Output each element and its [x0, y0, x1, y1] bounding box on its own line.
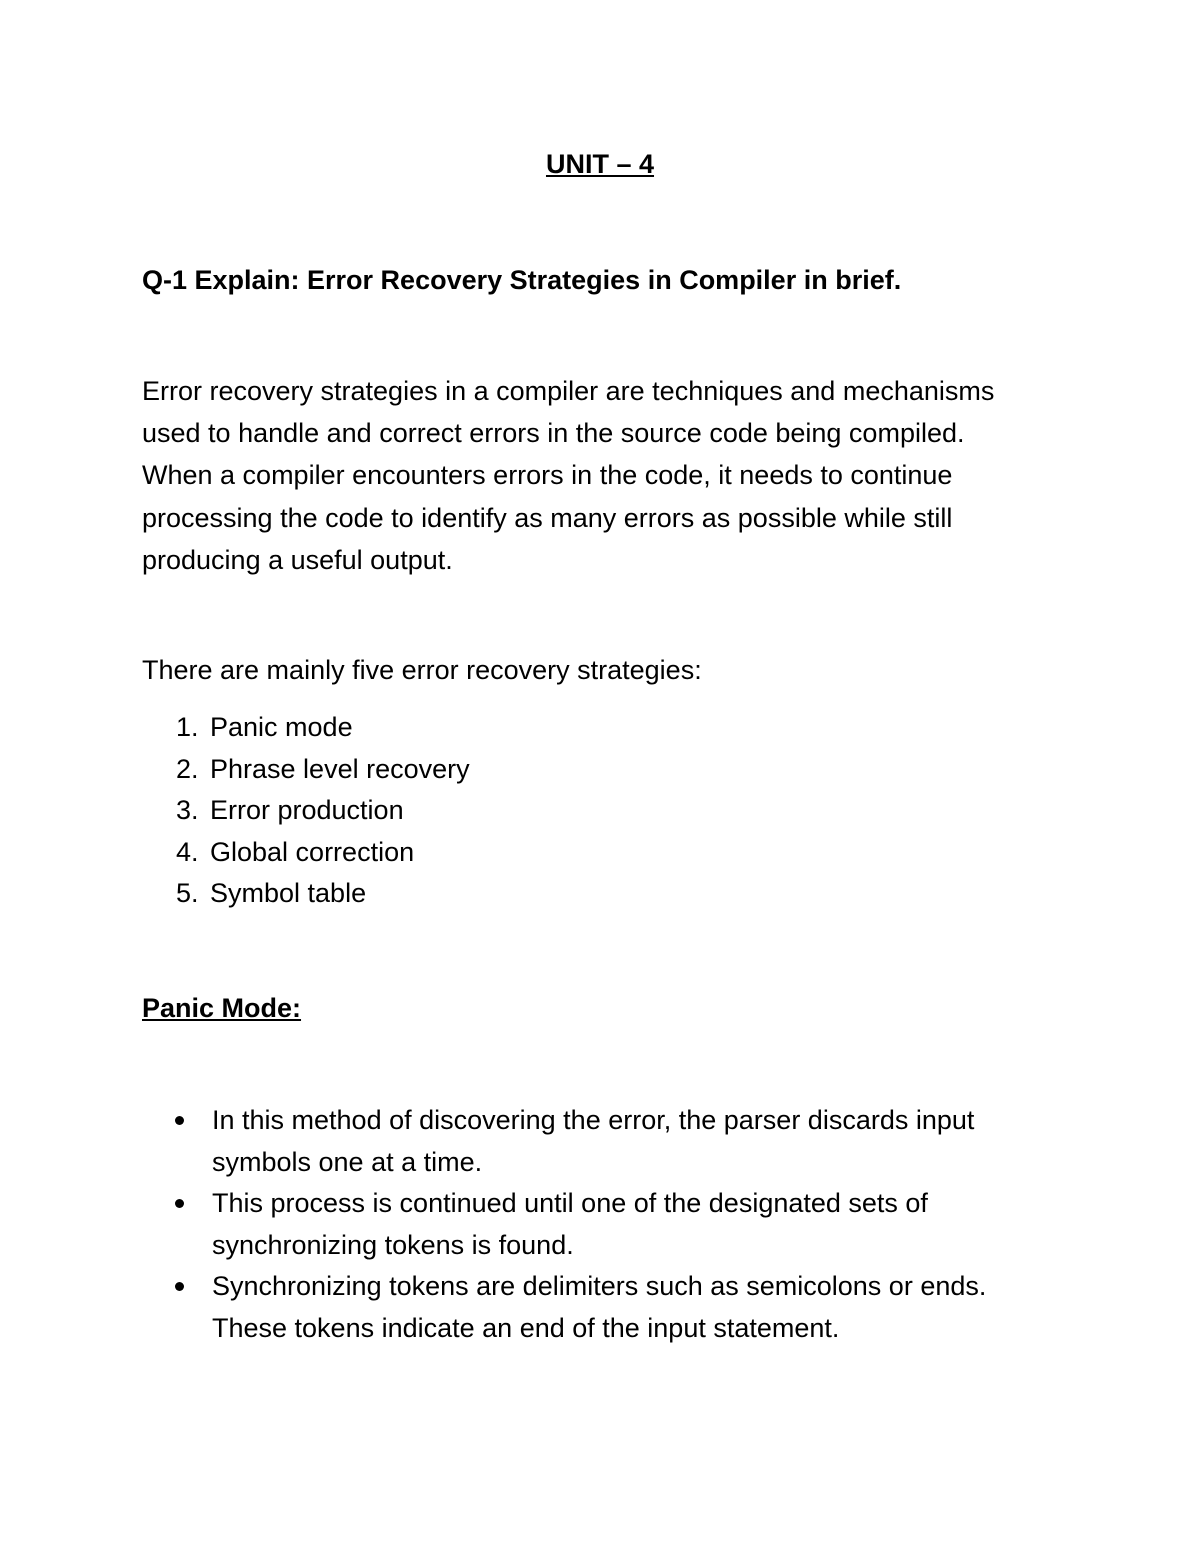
list-item [142, 832, 470, 874]
list-number: 4. [176, 836, 199, 867]
list-number: 3. [176, 795, 199, 825]
bullet-text [212, 1266, 986, 1349]
bullet-line: Synchronizing tokens are delimiters such as semicolons or ends. [212, 1271, 987, 1301]
list-item [142, 790, 470, 832]
strategy-list [142, 707, 470, 915]
list-number: 2. [176, 753, 199, 784]
intro-paragraph [142, 370, 1062, 581]
list-item [142, 707, 470, 749]
bullet-item [142, 1183, 1062, 1266]
intro-line: used to handle and correct errors in the source code being compiled. [142, 418, 965, 449]
panic-mode-heading: Panic Mode: [142, 993, 302, 1023]
list-number: 1. [176, 712, 199, 742]
bullet-icon [142, 1266, 212, 1349]
bullet-line: This process is continued until one of the designated sets of [212, 1188, 928, 1218]
list-item-text: Symbol table [210, 878, 367, 908]
bullet-line: synchronizing tokens is found. [212, 1229, 574, 1260]
bullet-icon [142, 1100, 212, 1183]
bullet-line: These tokens indicate an end of the input statement. [212, 1312, 840, 1343]
list-number: 5. [176, 878, 199, 908]
list-item [142, 749, 470, 791]
bullet-text [212, 1100, 974, 1183]
bullet-icon [142, 1183, 212, 1266]
bullet-item [142, 1266, 1062, 1349]
bullet-line: In this method of discovering the error, the parser discards input [212, 1105, 975, 1135]
list-item-text: Global correction [210, 836, 415, 867]
list-item [142, 873, 470, 915]
question-heading: Q-1 Explain: Error Recovery Strategies in Compiler in brief. [142, 265, 902, 295]
intro-line: processing the code to identify as many errors as possible while still [142, 502, 953, 533]
bullet-item [142, 1100, 1062, 1183]
unit-title: UNIT – 4 [545, 149, 655, 179]
intro-line: When a compiler encounters errors in the code, it needs to continue [142, 460, 953, 491]
bullet-line: symbols one at a time. [212, 1146, 483, 1177]
intro-line: Error recovery strategies in a compiler are techniques and mechanisms [142, 376, 995, 406]
list-item-text: Phrase level recovery [210, 753, 470, 784]
panic-mode-bullets [142, 1100, 1062, 1349]
list-item-text: Error production [210, 795, 404, 825]
bullet-text [212, 1183, 928, 1266]
intro-line: producing a useful output. [142, 544, 453, 575]
list-item-text: Panic mode [210, 712, 353, 742]
strategies-lead: There are mainly five error recovery strategies: [142, 655, 702, 685]
